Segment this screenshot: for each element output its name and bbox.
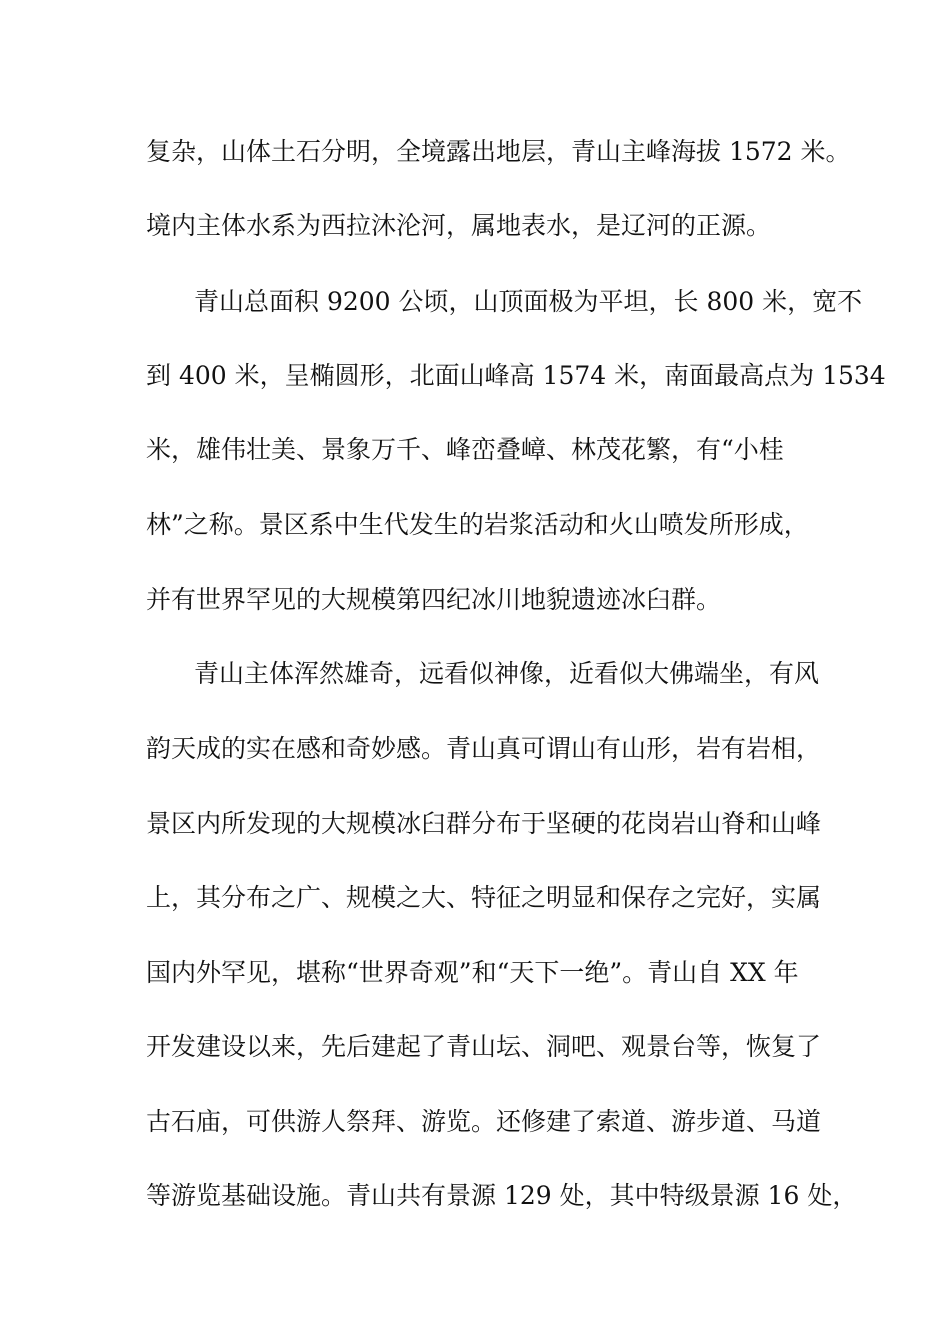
text-line: 景区内所发现的大规模冰臼群分布于坚硬的花岗岩山脊和山峰 xyxy=(146,809,822,838)
text-line: 到 400 米，呈椭圆形，北面山峰高 1574 米，南面最高点为 1534 xyxy=(146,361,886,390)
paragraph-first-line: 青山主体浑然雄奇，远看似神像，近看似大佛端坐，有风 xyxy=(194,659,820,688)
text-line: 境内主体水系为西拉沐沦河，属地表水，是辽河的正源。 xyxy=(146,211,772,240)
text-line: 复杂，山体土石分明，全境露出地层，青山主峰海拔 1572 米。 xyxy=(146,137,851,166)
text-line: 国内外罕见，堪称“世界奇观”和“天下一绝”。青山自 XX 年 xyxy=(146,958,799,987)
paragraph-first-line: 青山总面积 9200 公顷，山顶面极为平坦，长 800 米，宽不 xyxy=(194,287,863,316)
text-line: 等游览基础设施。青山共有景源 129 处，其中特级景源 16 处， xyxy=(146,1181,858,1210)
text-line: 并有世界罕见的大规模第四纪冰川地貌遗迹冰臼群。 xyxy=(146,585,722,614)
text-line: 开发建设以来，先后建起了青山坛、洞吧、观景台等，恢复了 xyxy=(146,1032,822,1061)
text-line: 米，雄伟壮美、景象万千、峰峦叠嶂、林茂花繁，有“小桂 xyxy=(146,435,784,464)
text-line: 韵天成的实在感和奇妙感。青山真可谓山有山形，岩有岩相， xyxy=(146,734,822,763)
text-line: 古石庙，可供游人祭拜、游览。还修建了索道、游步道、马道 xyxy=(146,1107,822,1136)
text-line: 林”之称。景区系中生代发生的岩浆活动和火山喷发所形成， xyxy=(146,510,809,539)
text-line: 上，其分布之广、规模之大、特征之明显和保存之完好，实属 xyxy=(146,883,822,912)
